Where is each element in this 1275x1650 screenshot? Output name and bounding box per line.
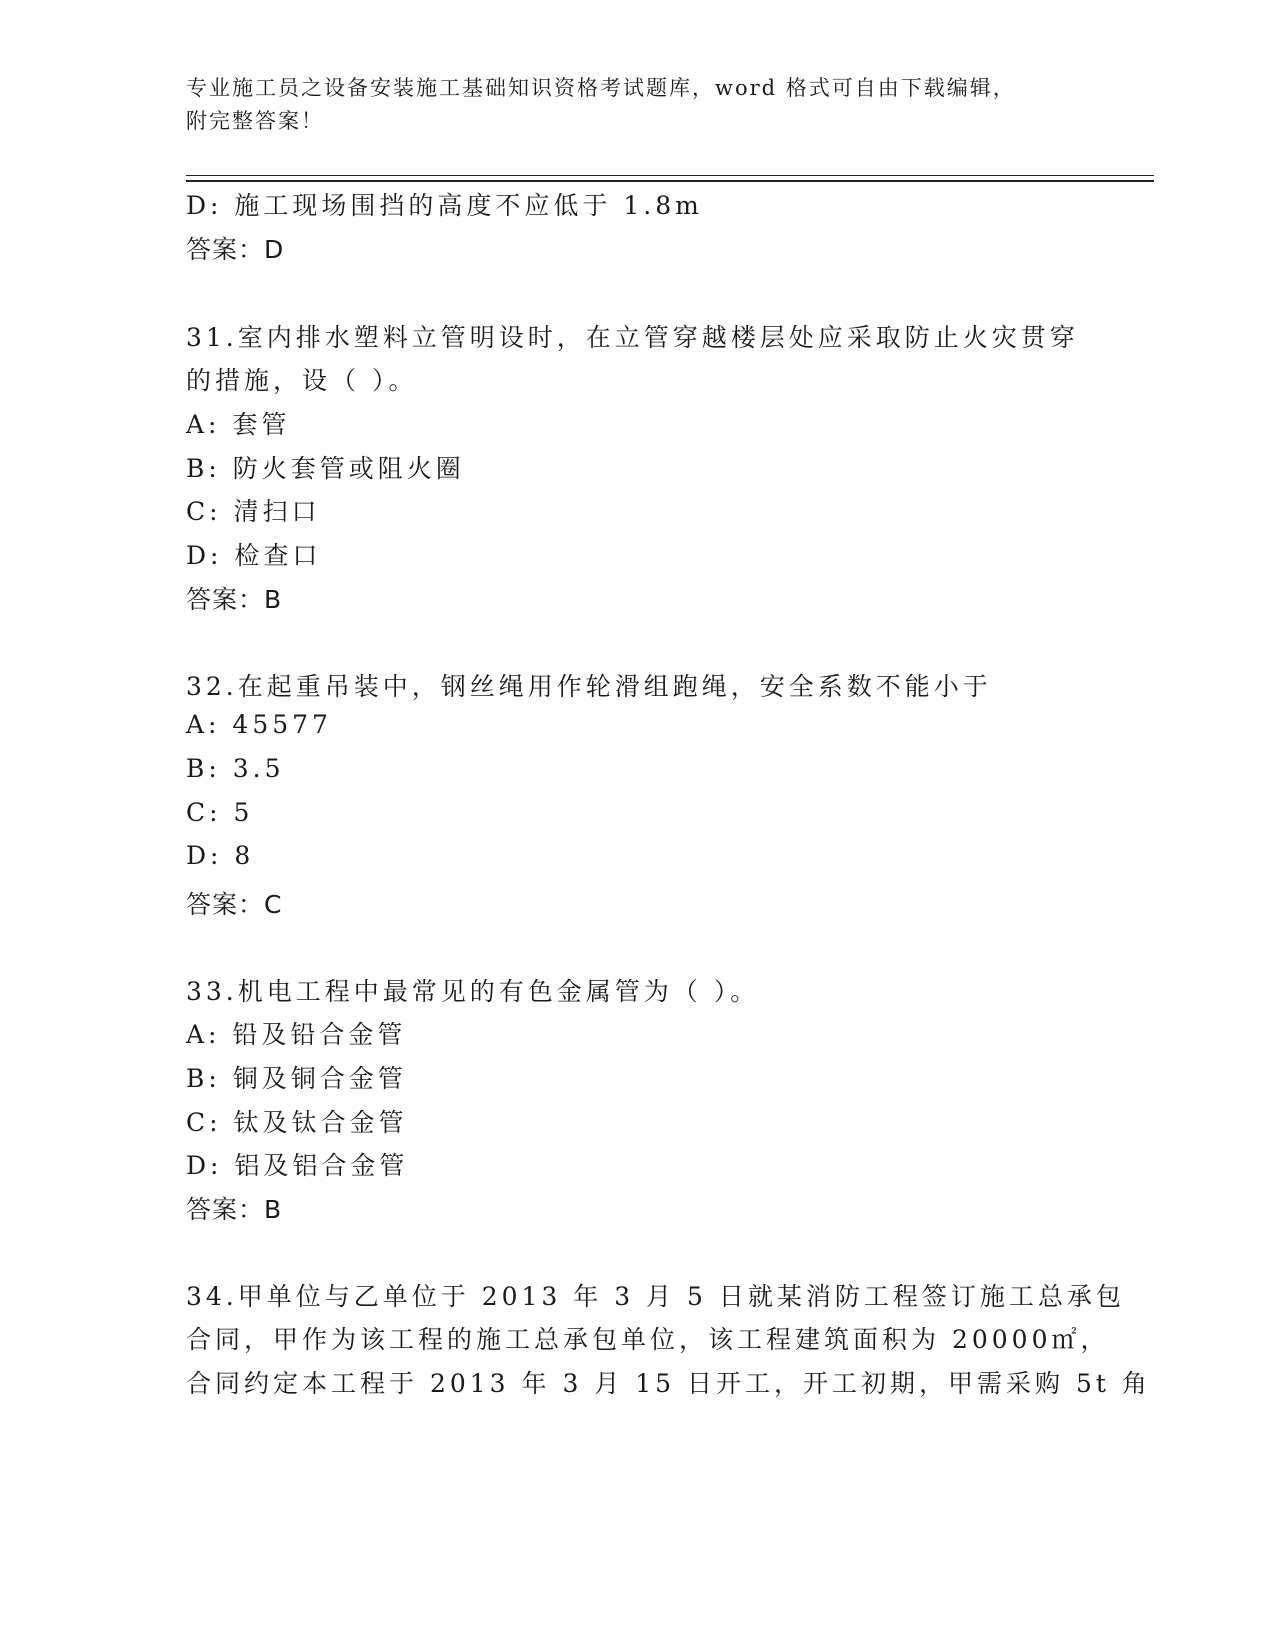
q31-option-a: A: 套管 bbox=[186, 410, 291, 439]
q33-answer: 答案：B bbox=[186, 1195, 283, 1224]
q32-option-d: D: 8 bbox=[186, 841, 255, 870]
q32-answer: 答案：C bbox=[186, 890, 283, 919]
prev-answer: 答案：D bbox=[186, 235, 285, 264]
q32-option-a: A: 45577 bbox=[186, 710, 332, 739]
q34-stem-line-3: 合同约定本工程于 2013 年 3 月 15 日开工，开工初期，甲需采购 5t 角 bbox=[186, 1369, 1151, 1398]
q31-answer: 答案：B bbox=[186, 585, 283, 614]
q33-option-b: B: 铜及铜合金管 bbox=[186, 1064, 407, 1093]
q33-option-a: A: 铅及铅合金管 bbox=[186, 1020, 407, 1049]
prev-option-d: D: 施工现场围挡的高度不应低于 1.8m bbox=[186, 191, 703, 220]
q31-option-b: B: 防火套管或阻火圈 bbox=[186, 454, 465, 483]
header-divider-thick bbox=[186, 180, 1154, 182]
q32-option-c: C: 5 bbox=[186, 798, 254, 827]
q33-option-c: C: 钛及钛合金管 bbox=[186, 1108, 408, 1137]
document-header bbox=[186, 72, 1066, 138]
q32-option-b: B: 3.5 bbox=[186, 754, 285, 783]
header-line-2: 附完整答案！ bbox=[186, 109, 324, 133]
q31-option-c: C: 清扫口 bbox=[186, 497, 321, 526]
q33-stem-line-1: 33.机电工程中最常见的有色金属管为（ ）。 bbox=[186, 977, 760, 1006]
q33-option-d: D: 铝及铝合金管 bbox=[186, 1151, 409, 1180]
q34-stem-line-1: 34.甲单位与乙单位于 2013 年 3 月 5 日就某消防工程签订施工总承包 bbox=[186, 1282, 1125, 1311]
q31-stem-line-2: 的措施，设（ ）。 bbox=[186, 366, 418, 395]
q32-stem-line-1: 32.在起重吊装中，钢丝绳用作轮滑组跑绳，安全系数不能小于 bbox=[186, 672, 992, 701]
q31-stem-line-1: 31.室内排水塑料立管明设时，在立管穿越楼层处应采取防止火灾贯穿 bbox=[186, 323, 1079, 352]
q31-option-d: D: 检查口 bbox=[186, 541, 322, 570]
header-line-1: 专业施工员之设备安装施工基础知识资格考试题库，word 格式可自由下载编辑， bbox=[186, 76, 1016, 100]
header-divider-thin bbox=[186, 175, 1154, 176]
q34-stem-line-2: 合同，甲作为该工程的施工总承包单位，该工程建筑面积为 20000㎡， bbox=[186, 1325, 1110, 1354]
